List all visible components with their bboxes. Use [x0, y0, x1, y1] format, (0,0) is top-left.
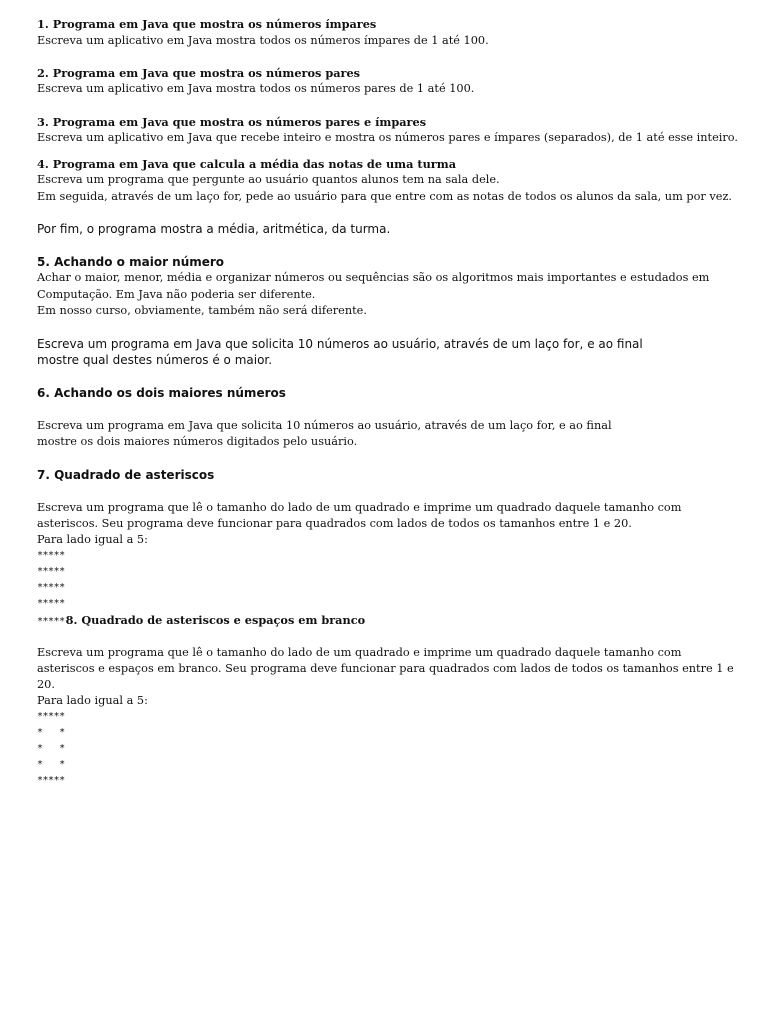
exercise-3-title: 3. Programa em Java que mostra os números pares e ímpares: [37, 115, 427, 129]
exercise-8-square-row: *****: [37, 775, 65, 786]
exercise-5-body-line-4: Escreva um programa em Java que solicita 10 números ao usuário, através de um laço for, e ao final: [37, 337, 643, 351]
exercise-8-square-row: * *: [37, 743, 65, 754]
exercise-7-square-row: *****: [37, 582, 65, 593]
exercise-6-body-line-2: mostre os dois maiores números digitados pelo usuário.: [37, 435, 358, 448]
exercise-4-body-line-1: Escreva um programa que pergunte ao usuário quantos alunos tem na sala dele.: [37, 173, 500, 186]
exercise-7-square-row: *****: [37, 616, 65, 627]
exercise-7-last-row-and-exercise-8-title: [37, 612, 365, 630]
exercise-1-title: 1. Programa em Java que mostra os números ímpares: [37, 17, 377, 31]
exercise-2-title: 2. Programa em Java que mostra os números pares: [37, 66, 361, 80]
exercise-5-body-line-3: Em nosso curso, obviamente, também não será diferente.: [37, 304, 367, 317]
exercise-8-example-label: Para lado igual a 5:: [37, 694, 148, 707]
exercise-8-body-line-1: Escreva um programa que lê o tamanho do lado de um quadrado e imprime um quadrado daquele tamanho com: [37, 646, 682, 659]
exercise-5-title: 5. Achando o maior número: [37, 255, 225, 269]
exercise-8-square-row: *****: [37, 711, 65, 722]
exercise-7-square-row: *****: [37, 566, 65, 577]
exercise-7-body-line-2: asteriscos. Seu programa deve funcionar para quadrados com lados de todos os tamanhos entre 1 e 20.: [37, 517, 632, 530]
exercise-1-body: Escreva um aplicativo em Java mostra todos os números ímpares de 1 até 100.: [37, 34, 489, 47]
exercise-7-square-row: *****: [37, 598, 65, 609]
exercise-5-body-line-1: Achar o maior, menor, média e organizar números ou sequências são os algoritmos mais importantes e estudados em: [37, 271, 710, 284]
exercise-8-square-row: * *: [37, 759, 65, 770]
exercise-7-title: 7. Quadrado de asteriscos: [37, 468, 215, 482]
exercise-4-title: 4. Programa em Java que calcula a média das notas de uma turma: [37, 157, 457, 171]
exercise-7-example-label: Para lado igual a 5:: [37, 533, 148, 546]
exercise-4-body-line-3: Por fim, o programa mostra a média, aritmética, da turma.: [37, 222, 391, 236]
exercise-5-body-line-5: mostre qual destes números é o maior.: [37, 353, 273, 367]
exercise-6-body-line-1: Escreva um programa em Java que solicita 10 números ao usuário, através de um laço for, e ao final: [37, 419, 612, 432]
exercise-8-body-line-3: 20.: [37, 678, 55, 691]
exercise-6-title: 6. Achando os dois maiores números: [37, 386, 286, 400]
exercise-2-body: Escreva um aplicativo em Java mostra todos os números pares de 1 até 100.: [37, 82, 475, 95]
exercise-8-title: 8. Quadrado de asteriscos e espaços em branco: [65, 613, 366, 627]
exercise-5-body-line-2: Computação. Em Java não poderia ser diferente.: [37, 288, 316, 301]
exercise-3-body: Escreva um aplicativo em Java que recebe inteiro e mostra os números pares e ímpares (separados), de 1 até esse inteiro.: [37, 131, 738, 144]
exercise-8-body-line-2: asteriscos e espaços em branco. Seu programa deve funcionar para quadrados com lados de todos os tamanhos entre 1 e: [37, 662, 734, 675]
exercise-4-body-line-2: Em seguida, através de um laço for, pede ao usuário para que entre com as notas de todos os alunos da sala, um por vez.: [37, 190, 733, 203]
exercise-7-body-line-1: Escreva um programa que lê o tamanho do lado de um quadrado e imprime um quadrado daquele tamanho com: [37, 501, 682, 514]
exercise-8-square-row: * *: [37, 727, 65, 738]
exercise-7-square-row: *****: [37, 550, 65, 561]
